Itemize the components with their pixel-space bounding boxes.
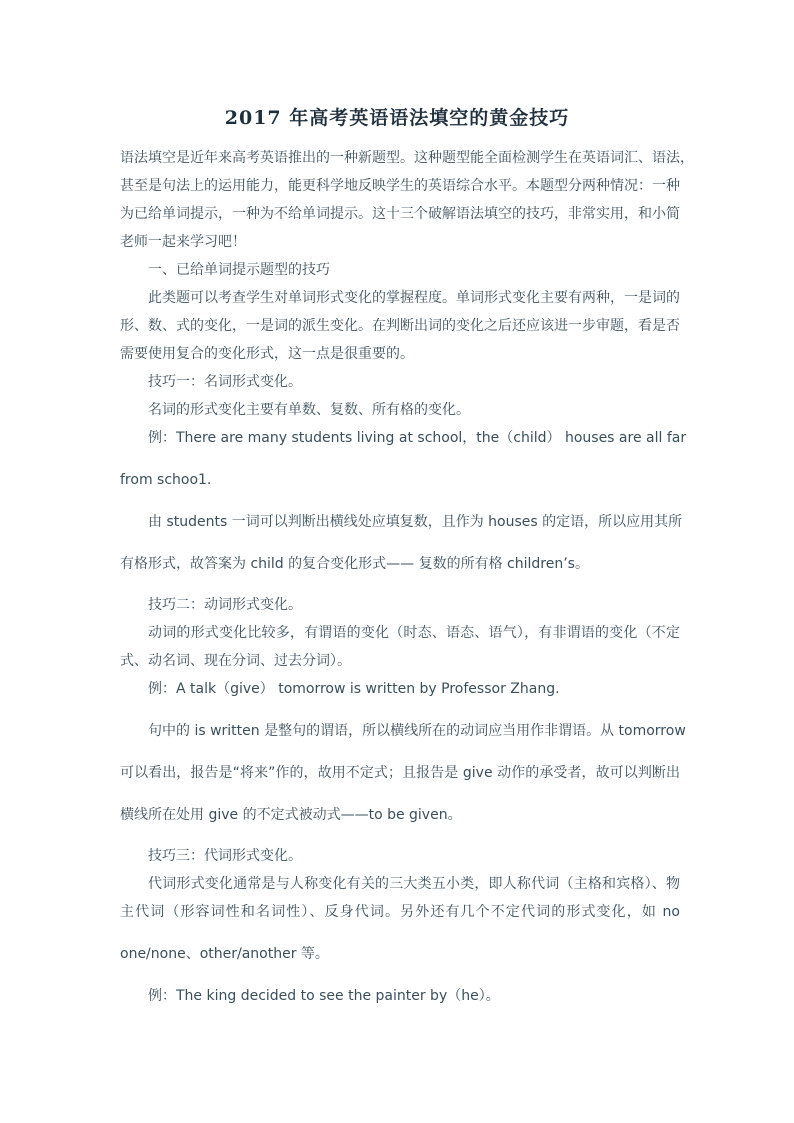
document-title: 2017 年高考英语语法填空的黄金技巧 (224, 107, 570, 129)
paragraph-line: 需要使用复合的变化形式，这一点是很重要的。 (120, 346, 414, 362)
paragraph-line: 名词的形式变化主要有单数、复数、所有格的变化。 (148, 402, 470, 418)
paragraph-line: 甚至是句法上的运用能力，能更科学地反映学生的英语综合水平。本题型分两种情况：一种 (120, 178, 680, 194)
paragraph-line: 有格形式，故答案为 child 的复合变化形式—— 复数的所有格 children’s。 (120, 556, 589, 572)
paragraph-line: 可以看出，报告是“将来”作的，故用不定式；且报告是 give 动作的承受者，故可以判断出 (120, 765, 680, 781)
example-line: from schoo1. (120, 472, 212, 488)
example-line: 例：There are many students living at school，the（child） houses are all far (148, 430, 687, 446)
paragraph-line: 主代词（形容词性和名词性）、反身代词。另外还有几个不定代词的形式变化，如 no (120, 904, 680, 920)
paragraph-line: 式、动名词、现在分词、过去分词）。 (120, 653, 351, 669)
paragraph-line: one/none、other/another 等。 (120, 946, 329, 962)
paragraph-line: 代词形式变化通常是与人称变化有关的三大类五小类，即人称代词（主格和宾格）、物 (148, 876, 680, 892)
tip-heading: 技巧三：代词形式变化。 (148, 848, 302, 864)
tip-heading: 技巧二：动词形式变化。 (148, 597, 302, 613)
paragraph-line: 语法填空是近年来高考英语推出的一种新题型。这种题型能全面检测学生在英语词汇、语法， (120, 150, 694, 166)
tip-heading: 技巧一：名词形式变化。 (148, 374, 302, 390)
paragraph-line: 为已给单词提示，一种为不给单词提示。这十三个破解语法填空的技巧，非常实用，和小简 (120, 206, 680, 222)
paragraph-line: 句中的 is written 是整句的谓语，所以横线所在的动词应当用作非谓语。从 tomorrow (148, 723, 686, 739)
paragraph-line: 老师一起来学习吧！ (120, 234, 246, 250)
example-line: 例：A talk（give） tomorrow is written by Professor Zhang. (148, 681, 560, 697)
paragraph-line: 形、数、式的变化，一是词的派生变化。在判断出词的变化之后还应该进一步审题，看是否 (120, 318, 680, 334)
example-line: 例：The king decided to see the painter by（he）。 (148, 988, 500, 1004)
paragraph-line: 横线所在处用 give 的不定式被动式——to be given。 (120, 807, 462, 823)
section-heading: 一、已给单词提示题型的技巧 (148, 262, 330, 278)
paragraph-line: 由 students 一词可以判断出横线处应填复数，且作为 houses 的定语，所以应用其所 (148, 514, 683, 530)
paragraph-line: 此类题可以考查学生对单词形式变化的掌握程度。单词形式变化主要有两种，一是词的 (148, 290, 680, 306)
paragraph-line: 动词的形式变化比较多，有谓语的变化（时态、语态、语气），有非谓语的变化（不定 (148, 625, 680, 641)
